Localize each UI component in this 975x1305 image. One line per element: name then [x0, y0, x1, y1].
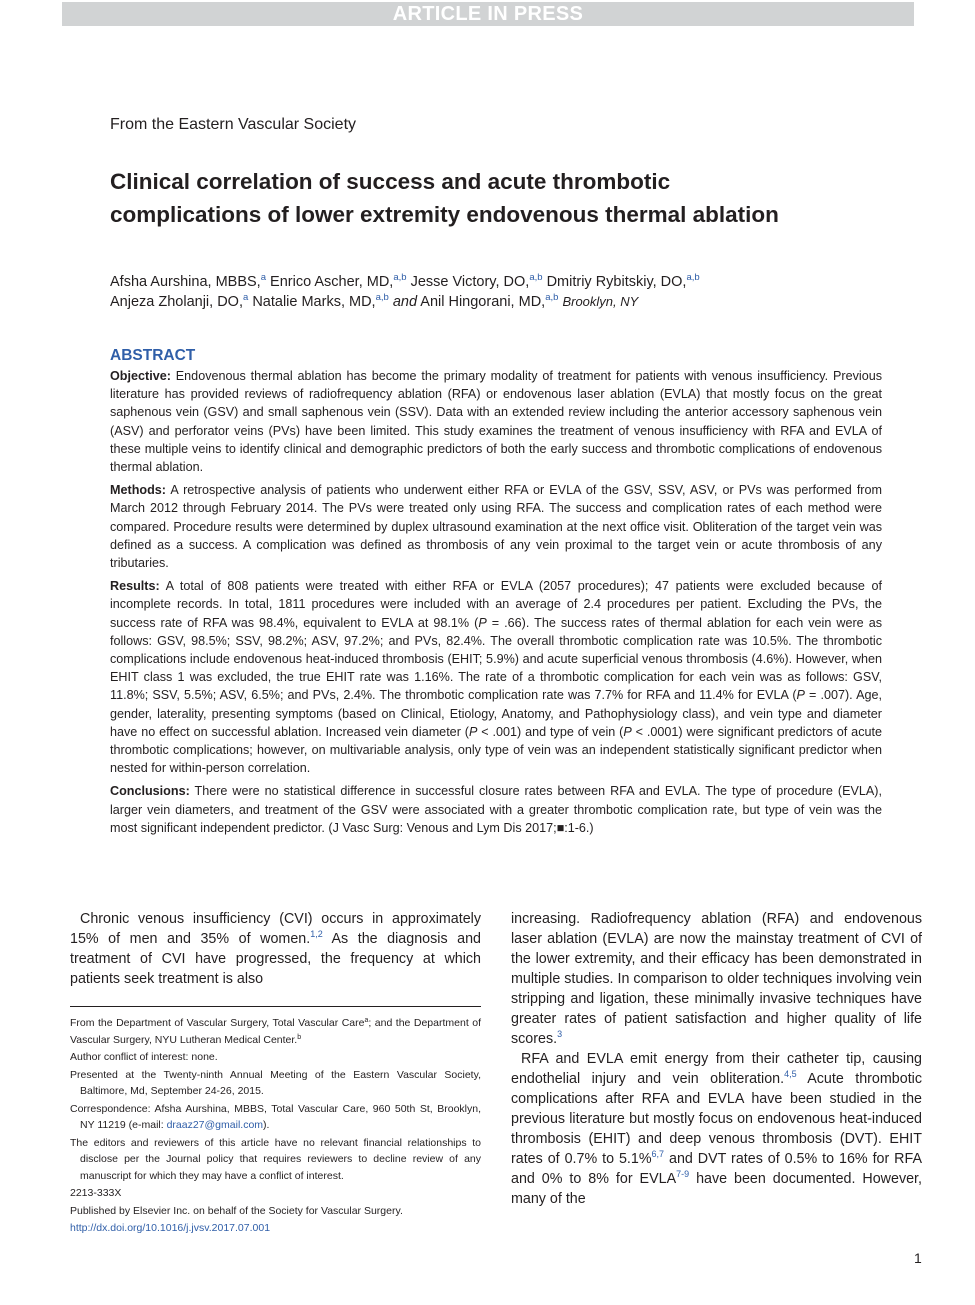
- footnote-text: From the Department of Vascular Surgery, Total Vascular Care: [70, 1017, 365, 1029]
- body-column-right: [511, 909, 922, 1209]
- citation-ref[interactable]: 4,5: [784, 1069, 797, 1079]
- body-text: Chronic venous insufficiency (CVI) occurs in approximately 15% of men and 35% of women.: [70, 911, 481, 947]
- footnote-editors: The editors and reviewers of this article have no relevant financial relationships to disclose per the Journal policy that requires reviewers to decline review of any manuscript for which they may have a conflict of interest.: [70, 1136, 481, 1182]
- footnote-conflict: Author conflict of interest: none.: [70, 1051, 218, 1063]
- footnotes: [70, 1015, 481, 1238]
- footnote-divider: [70, 1006, 481, 1007]
- author-name: Anil Hingorani, MD,: [420, 294, 546, 310]
- footnote-text: ; and the Department of Vascular Surgery, NYU Lutheran Medical Center.: [70, 1017, 481, 1046]
- results-text: < .001) and type of vein (: [477, 724, 624, 739]
- body-paragraph: [70, 909, 481, 989]
- objective-text: Endovenous thermal ablation has become the primary modality of treatment for patients with venous insufficiency. Previous literature has provided reviews of radiofrequency ablation (RFA) or endovenous laser ablation (EVLA) that mostly focus on the great saphenous vein (GSV) and small saphenous vein (SSV). Data with an extended review including the anterior accessory saphenous vein (ASV) and perforator veins (PVs) have been limited. This study examines the treatment of venous insufficiency with RFA and EVLA of these multiple veins to identify clinical and demographic predictors of both the early success and thrombotic complications of endovenous thermal ablation.: [110, 369, 882, 475]
- author-name: Anjeza Zholanji, DO,: [110, 294, 243, 310]
- conclusions-text: There were no statistical difference in successful closure rates between RFA and EVLA. The type of procedure (EVLA), larger vein diameters, and treatment of the GSV were associated with a greater thrombotic complication rate, but type of vein was the most significant independent predictor. (J Vasc Surg: Venous and Lym Dis 2017;■:1-6.): [110, 784, 882, 835]
- abstract-conclusions: [110, 782, 882, 837]
- author-affiliation[interactable]: a,b: [686, 272, 700, 283]
- methods-label: Methods:: [110, 483, 166, 498]
- author-location: Brooklyn, NY: [562, 294, 639, 309]
- author-affiliation[interactable]: a: [260, 272, 267, 283]
- p-value-symbol: P: [478, 615, 487, 630]
- author-name: Afsha Aurshina, MBBS,: [110, 274, 261, 290]
- footnote-text: Correspondence: Afsha Aurshina, MBBS, Total Vascular Care, 960 50th St, Brooklyn, NY 11219 (e-mail:: [70, 1102, 481, 1131]
- body-text: increasing. Radiofrequency ablation (RFA) and endovenous laser ablation (EVLA) are now the mainstay treatment of CVI of the lower extremity, and their efficacy has been demonstrated in multiple studies. In comparison to older techniques involving vein stripping and ligation, these minimally invasive techniques have greater rates of patient satisfaction and higher quality of life scores.: [511, 911, 922, 1047]
- body-text: have been documented. However, many of the: [511, 1171, 922, 1207]
- footnote-text: ).: [263, 1119, 270, 1131]
- conclusions-label: Conclusions:: [110, 784, 190, 799]
- affiliation-marker: a: [364, 1017, 369, 1024]
- citation-ref[interactable]: 6,7: [651, 1149, 665, 1159]
- results-label: Results:: [110, 579, 160, 594]
- body-text: As the diagnosis and treatment of CVI have progressed, the frequency at which patients seek treatment is also: [70, 931, 482, 987]
- abstract-objective: [110, 367, 882, 476]
- footnote-correspondence: [70, 1101, 481, 1134]
- author-list: [110, 272, 870, 312]
- author-name: Dmitriy Rybitskiy, DO,: [546, 274, 687, 290]
- objective-label: Objective:: [110, 369, 171, 383]
- body-paragraph: [511, 1049, 922, 1209]
- footnote-presented: Presented at the Twenty-ninth Annual Meeting of the Eastern Vascular Society, Baltimore, Md, September 24-26, 2015.: [70, 1068, 481, 1097]
- article-in-press-banner: ARTICLE IN PRESS: [62, 2, 914, 26]
- p-value-symbol: P: [468, 724, 478, 739]
- results-text: = .66). The success rates of thermal ablation for each vein were as follows: GSV, 98.5%; SSV, 98.2%; ASV, 97.2%; and PVs, 82.4%. The overall thrombotic complication rate was 10.5%. The thrombotic complications include endovenous heat-induced thrombosis (EHIT; 5.9%) and acute superficial venous thrombosis (4.6%). However, when EHIT class 1 was excluded, the true EHIT rate was 1.16%. The rate of a thrombotic complication for each vein was as follows: GSV, 11.8%; SSV, 5.5%; ASV, 6.5%; and PVs, 2.4%. The thrombotic complication rate was 7.7% for RFA and 11.4% for EVLA (: [110, 615, 882, 703]
- body-paragraph: [511, 909, 922, 1049]
- affiliation-marker: b: [297, 1033, 302, 1041]
- results-text: < .0001) were significant predictors of acute thrombotic complications; however, on multivariable analysis, only type of vein was an independent statistically significant predictor when nested for within-person correlation.: [110, 724, 882, 776]
- author-name: Jesse Victory, DO,: [410, 274, 530, 290]
- author-affiliation[interactable]: a,b: [529, 272, 543, 283]
- author-affiliation[interactable]: a: [242, 292, 249, 303]
- p-value-symbol: P: [623, 724, 632, 739]
- page-number: 1: [914, 1250, 922, 1266]
- author-name: Enrico Ascher, MD,: [270, 274, 394, 290]
- p-value-symbol: P: [796, 688, 805, 703]
- methods-text: A retrospective analysis of patients who underwent either RFA or EVLA of the GSV, SSV, ASV, or PVs was performed from March 2012 through February 2014. The PVs were treated only using RFA. The success and complication rates of each method were compared. Procedure results were determined by duplex ultrasound examination at the next office visit. Obliteration of the target vein was defined as a success. A complication was defined as thrombosis of any vein proximal to the target vein or acute thrombosis of any tributaries.: [110, 483, 883, 571]
- body-column-left: [70, 909, 481, 989]
- doi-link[interactable]: http://dx.doi.org/10.1016/j.jvsv.2017.07.001: [70, 1222, 271, 1234]
- author-name: Natalie Marks, MD,: [252, 294, 376, 310]
- results-text: = .007). Age, gender, laterality, presenting symptoms (based on Clinical, Etiology, Anatomy, and Pathophysiology class), and vein type and diameter have no effect on successful ablation. Increased vein diameter (: [110, 688, 882, 739]
- body-text: and DVT rates of 0.5% to 16% for RFA and 0% to 8% for EVLA: [511, 1151, 922, 1187]
- abstract-methods: [110, 481, 882, 572]
- citation-ref[interactable]: 7-9: [676, 1169, 690, 1179]
- society-label: From the Eastern Vascular Society: [110, 116, 357, 133]
- author-conjunction: and: [392, 294, 418, 310]
- publisher-note: Published by Elsevier Inc. on behalf of the Society for Vascular Surgery.: [70, 1204, 403, 1217]
- abstract-heading: ABSTRACT: [110, 347, 196, 364]
- issn: 2213-333X: [70, 1187, 122, 1199]
- author-affiliation[interactable]: a,b: [375, 292, 389, 303]
- citation-ref[interactable]: 3: [557, 1029, 563, 1039]
- results-text: A total of 808 patients were treated with either RFA or EVLA (2057 procedures); 47 patients were excluded because of incomplete records. In total, 1811 procedures were included with an average of 2.4 procedures per patient. Excluding the PVs, the success rate of RFA was 98.4%, equivalent to EVLA at 98.1% (: [110, 579, 882, 630]
- abstract-body: [110, 367, 882, 842]
- citation-ref[interactable]: 1,2: [310, 929, 323, 939]
- footnote-affiliations: [70, 1015, 481, 1048]
- abstract-results: [110, 577, 882, 777]
- author-affiliation[interactable]: a,b: [545, 292, 559, 303]
- email-link[interactable]: draaz27@gmail.com: [166, 1119, 264, 1131]
- article-title: Clinical correlation of success and acute thrombotic complications of lower extremity endovenous thermal ablation: [110, 169, 779, 227]
- body-text: Acute thrombotic complications after RFA and EVLA have been studied in the previous literature but mostly focus on endovenous heat-induced thrombosis (EHIT) and deep venous thrombosis (DVT). EHIT rates of 0.7% to 5.1%: [511, 1071, 922, 1167]
- author-affiliation[interactable]: a,b: [393, 272, 407, 283]
- body-text: RFA and EVLA emit energy from their catheter tip, causing endothelial injury and vein obliteration.: [511, 1051, 922, 1087]
